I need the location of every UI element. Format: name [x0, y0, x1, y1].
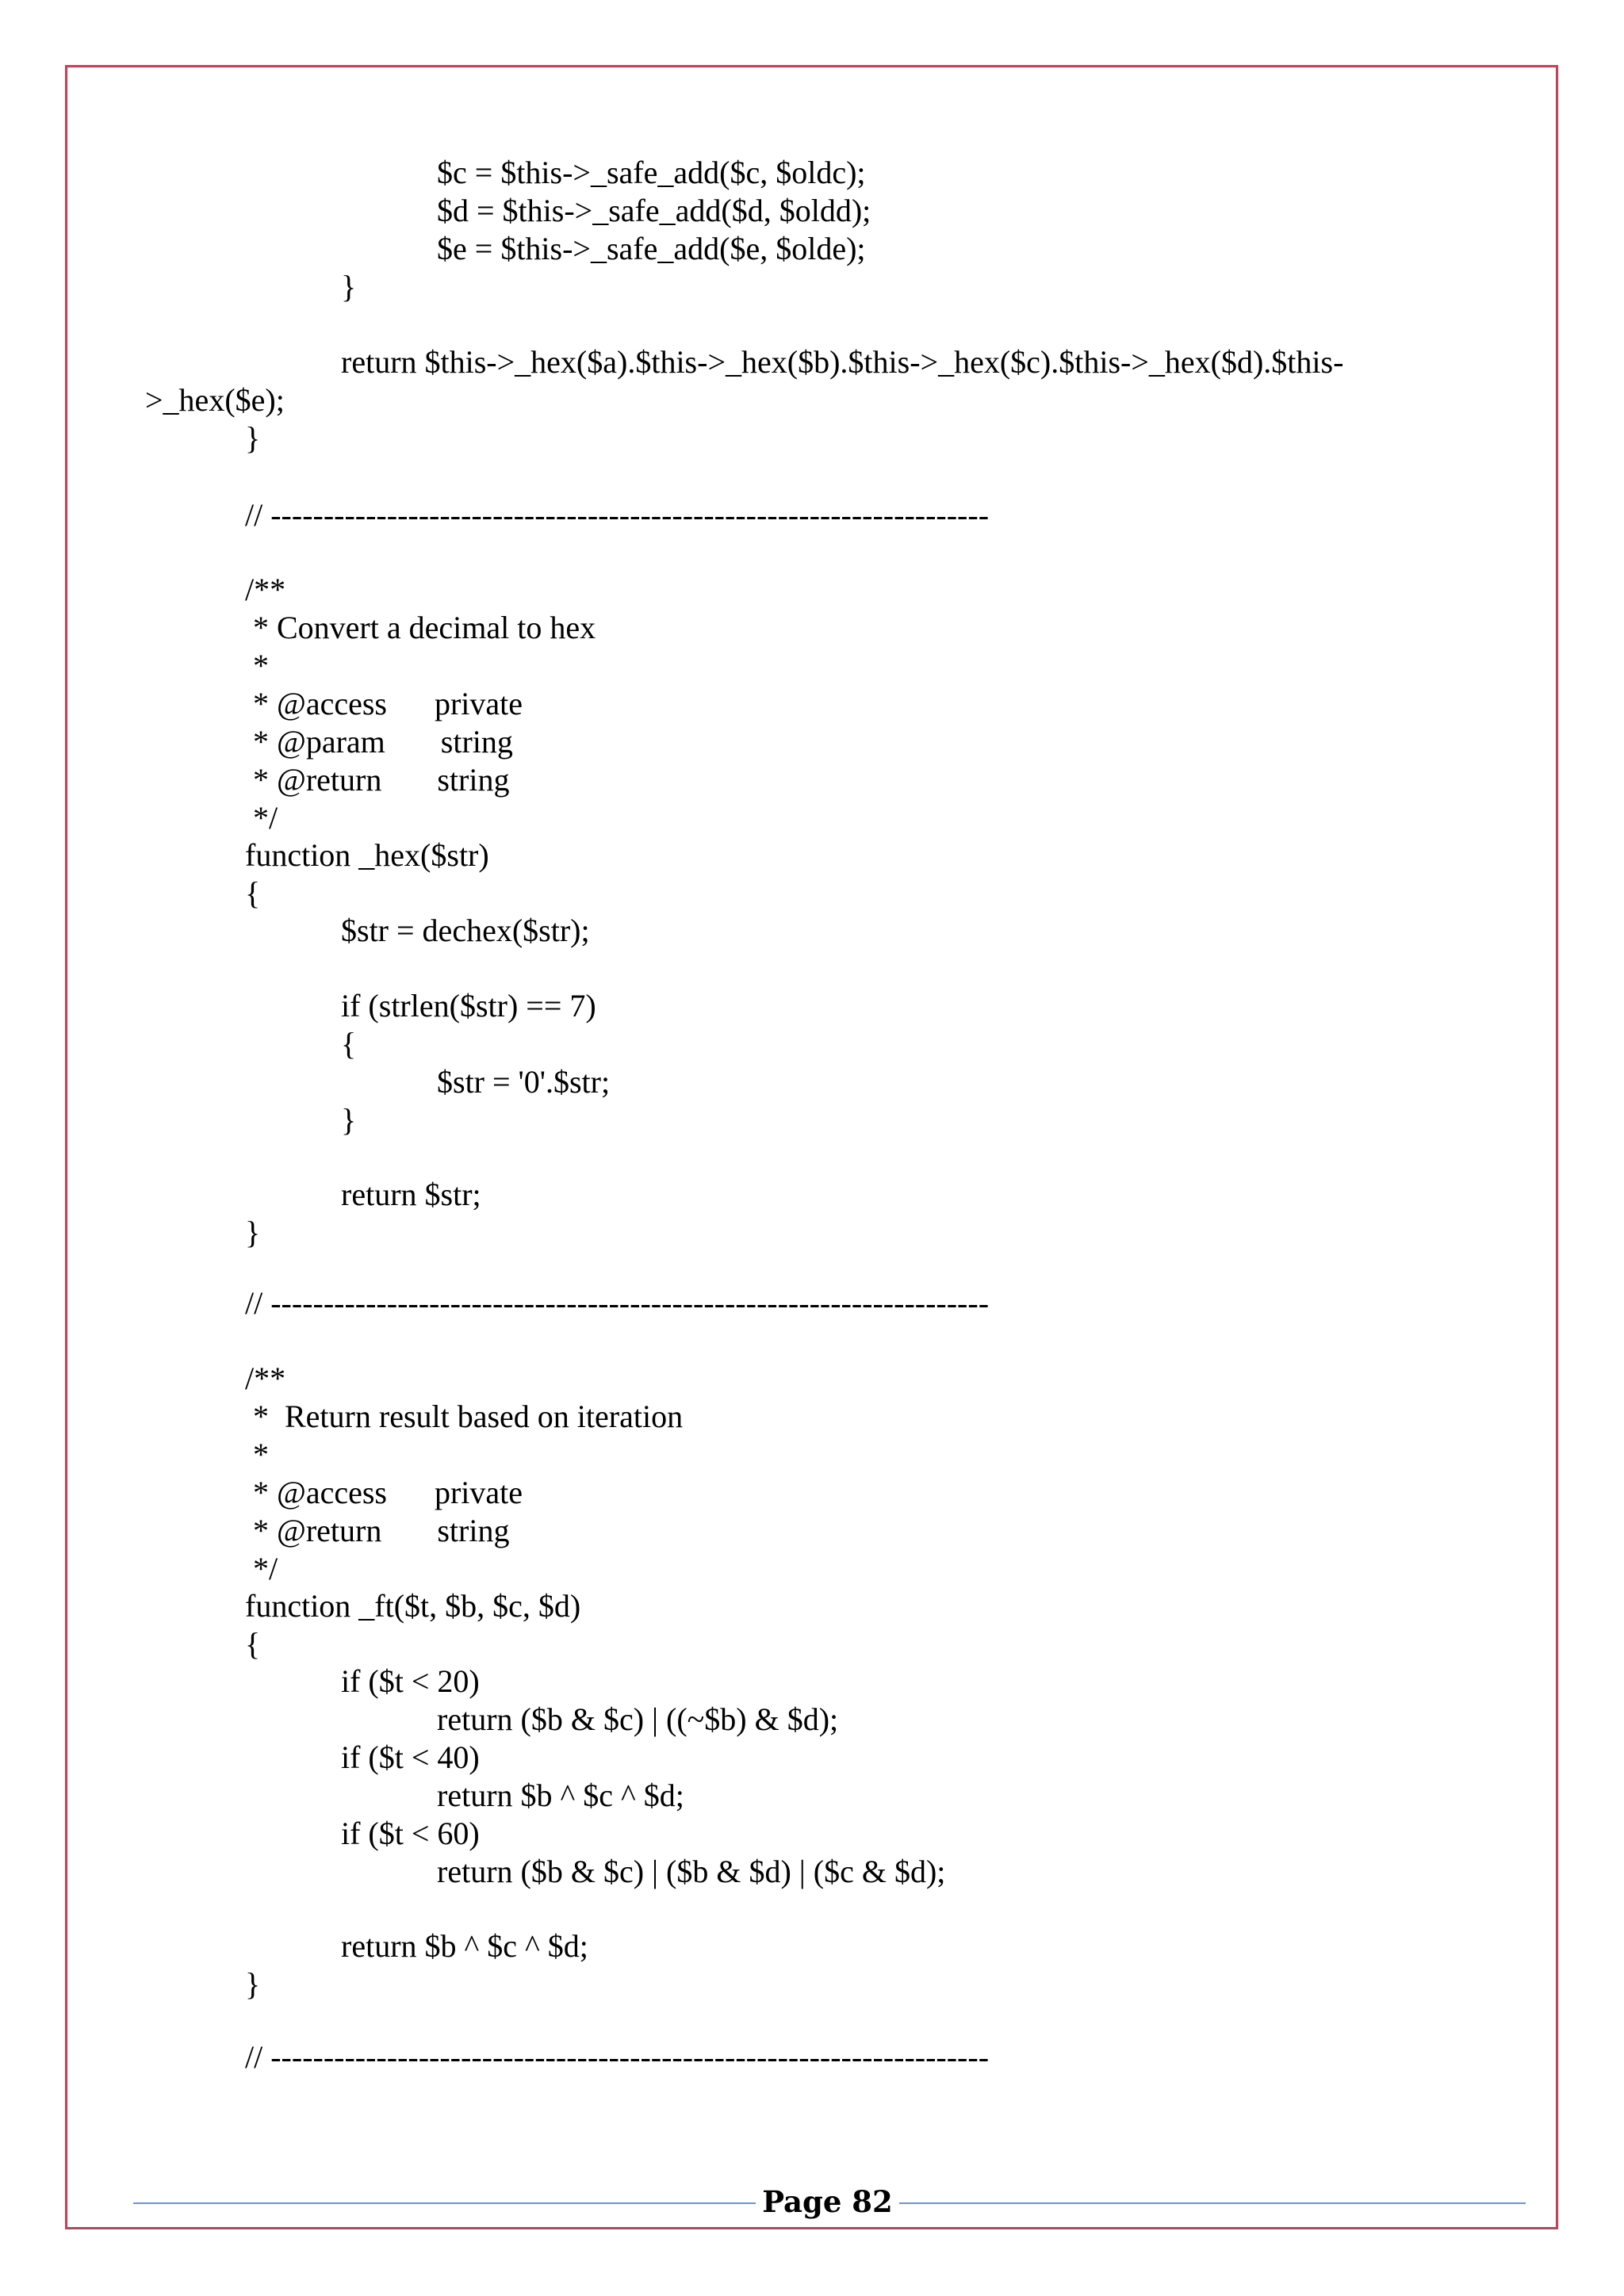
- code-line: * @return string: [245, 762, 510, 798]
- code-line: }: [245, 1215, 261, 1250]
- code-line: /**: [245, 572, 286, 607]
- code-line: */: [245, 800, 278, 836]
- code-line: if ($t < 40): [341, 1739, 480, 1775]
- code-line: /**: [245, 1360, 286, 1396]
- code-line: if ($t < 20): [341, 1663, 480, 1699]
- code-line: return ($b & $c) | ((~$b) & $d);: [437, 1701, 839, 1737]
- code-line: function _hex($str): [245, 837, 489, 873]
- code-line: *: [245, 648, 269, 683]
- code-line: {: [245, 875, 261, 911]
- code-line: * @param string: [245, 724, 513, 760]
- code-line: // --------------------------------------------------------------------: [245, 1285, 990, 1321]
- code-line: */: [245, 1551, 278, 1586]
- code-line: {: [341, 1026, 357, 1062]
- code-line: * Convert a decimal to hex: [245, 610, 596, 645]
- code-line: function _ft($t, $b, $c, $d): [245, 1588, 581, 1624]
- code-line: if ($t < 60): [341, 1816, 480, 1851]
- code-line: }: [245, 1966, 261, 2002]
- code-line: * @access private: [245, 1475, 523, 1510]
- code-line: return $b ^ $c ^ $d;: [341, 1928, 588, 1964]
- code-line: }: [245, 420, 261, 456]
- code-line: * @access private: [245, 686, 523, 721]
- page-number: Page 82: [762, 2184, 893, 2219]
- code-line: }: [341, 269, 357, 304]
- code-line: // --------------------------------------------------------------------: [245, 497, 990, 533]
- code-line: $str = dechex($str);: [341, 913, 590, 948]
- code-line: *: [245, 1437, 269, 1472]
- code-line: return $str;: [341, 1177, 481, 1212]
- code-line: * Return result based on iteration: [245, 1399, 684, 1434]
- code-line: $str = '0'.$str;: [437, 1064, 611, 1100]
- footer-rule-right: [899, 2202, 1526, 2204]
- code-line: return $this->_hex($a).$this->_hex($b).$this->_hex($c).$this->_hex($d).$this-: [341, 344, 1344, 380]
- code-line: $c = $this->_safe_add($c, $oldc);: [437, 155, 866, 190]
- code-line: * @return string: [245, 1513, 510, 1548]
- code-line: // --------------------------------------------------------------------: [245, 2039, 990, 2075]
- code-line: if (strlen($str) == 7): [341, 988, 596, 1024]
- code-line: return ($b & $c) | ($b & $d) | ($c & $d);: [437, 1854, 946, 1889]
- code-line: }: [341, 1102, 357, 1138]
- code-line: >_hex($e);: [145, 382, 285, 418]
- footer-rule-left: [133, 2202, 756, 2204]
- code-line: {: [245, 1626, 261, 1662]
- code-line: $e = $this->_safe_add($e, $olde);: [437, 231, 866, 266]
- code-line: return $b ^ $c ^ $d;: [437, 1777, 684, 1813]
- code-line: $d = $this->_safe_add($d, $oldd);: [437, 193, 871, 228]
